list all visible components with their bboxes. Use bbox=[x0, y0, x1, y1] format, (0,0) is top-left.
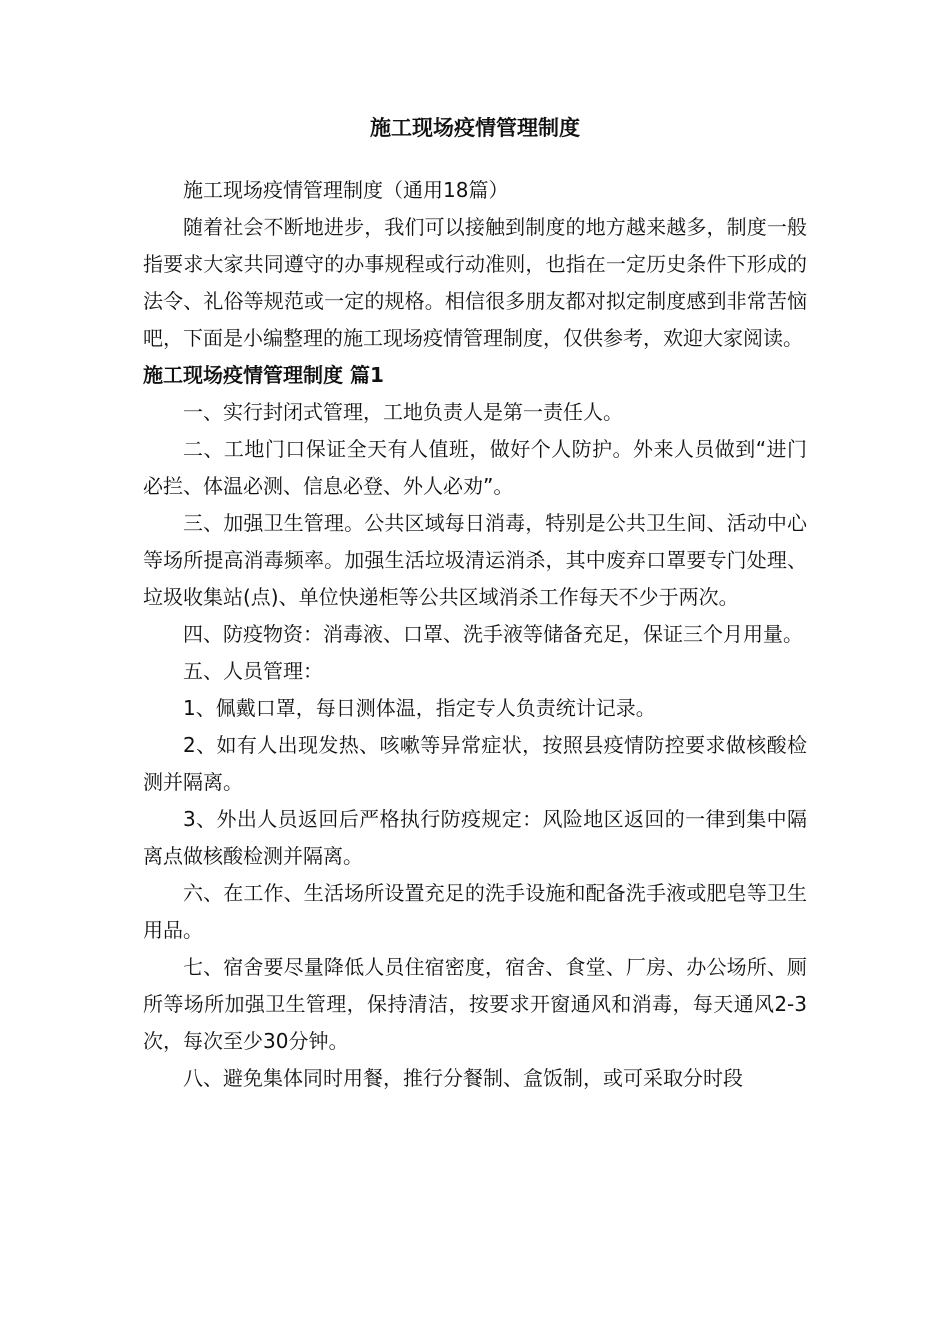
section-heading: 施工现场疫情管理制度 篇1 bbox=[143, 363, 384, 387]
rule-paragraph: 一、实行封闭式管理，工地负责人是第一责任人。 bbox=[183, 400, 623, 424]
subtitle-paragraph: 施工现场疫情管理制度（通用18篇） bbox=[183, 178, 509, 202]
rule-paragraph: 七、宿舍要尽量降低人员住宿密度，宿舍、食堂、厂房、办公场所、厕所等场所加强卫生管理，保持清洁，按要求开窗通风和消毒，每天通风2-3次，每次至少30分钟。 bbox=[143, 955, 807, 1053]
document-body bbox=[143, 172, 807, 1097]
rule-paragraph: 四、防疫物资：消毒液、口罩、洗手液等储备充足，保证三个月用量。 bbox=[183, 622, 803, 646]
rule-paragraph: 八、避免集体同时用餐，推行分餐制、盒饭制，或可采取分时段 bbox=[183, 1066, 743, 1090]
rule-paragraph: 二、工地门口保证全天有人值班，做好个人防护。外来人员做到“进门必拦、体温必测、信息必登、外人必劝”。 bbox=[143, 437, 807, 498]
intro-paragraph: 随着社会不断地进步，我们可以接触到制度的地方越来越多，制度一般指要求大家共同遵守的办事规程或行动准则，也指在一定历史条件下形成的法令、礼俗等规范或一定的规格。相信很多朋友都对拟定制度感到非常苦恼吧，下面是小编整理的施工现场疫情管理制度，仅供参考，欢迎大家阅读。 bbox=[143, 215, 807, 350]
document-title: 施工现场疫情管理制度 bbox=[370, 116, 580, 140]
sub-rule-paragraph: 3、外出人员返回后严格执行防疫规定：风险地区返回的一律到集中隔离点做核酸检测并隔离。 bbox=[143, 807, 807, 868]
rule-paragraph: 五、人员管理： bbox=[183, 659, 323, 683]
sub-rule-paragraph: 1、佩戴口罩，每日测体温，指定专人负责统计记录。 bbox=[183, 696, 656, 720]
rule-paragraph: 六、在工作、生活场所设置充足的洗手设施和配备洗手液或肥皂等卫生用品。 bbox=[143, 881, 807, 942]
rule-paragraph: 三、加强卫生管理。公共区域每日消毒，特别是公共卫生间、活动中心等场所提高消毒频率。加强生活垃圾清运消杀，其中废弃口罩要专门处理、垃圾收集站(点)、单位快递柜等公共区域消杀工作每天不少于两次。 bbox=[143, 511, 807, 609]
sub-rule-paragraph: 2、如有人出现发热、咳嗽等异常症状，按照县疫情防控要求做核酸检测并隔离。 bbox=[143, 733, 807, 794]
